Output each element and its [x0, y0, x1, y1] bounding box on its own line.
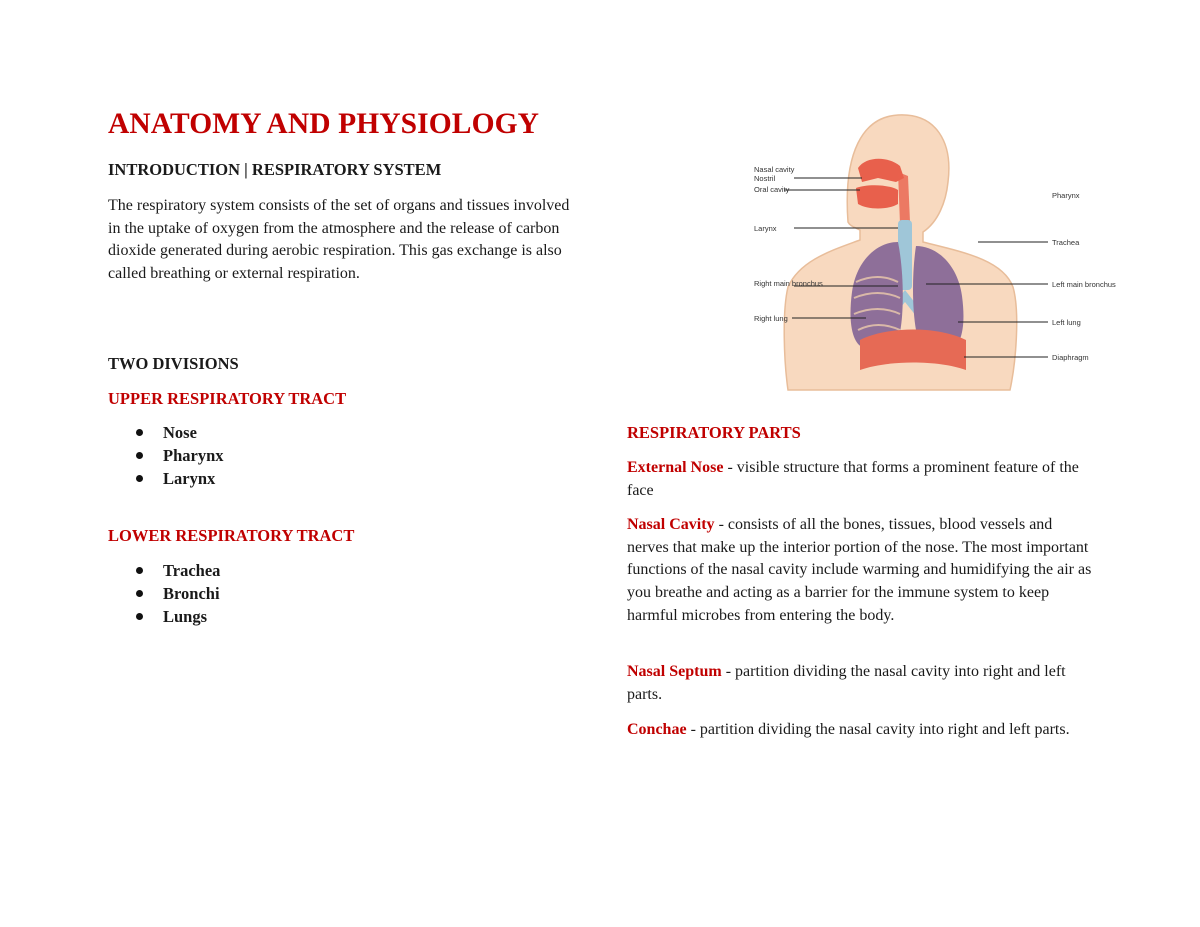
list-item [108, 445, 224, 468]
bullet-icon [136, 452, 143, 459]
diagram-label: Left lung [1052, 318, 1081, 327]
part-term: External Nose [627, 459, 724, 476]
list-item-label: Trachea [163, 561, 221, 580]
list-item [108, 560, 220, 583]
part-definition [627, 661, 1097, 706]
list-item [108, 422, 224, 445]
diagram-label: Nostril [754, 174, 776, 183]
page-title: ANATOMY AND PHYSIOLOGY [108, 108, 540, 140]
part-term: Conchae [627, 721, 687, 738]
lower-tract-heading: LOWER RESPIRATORY TRACT [108, 526, 355, 545]
diagram-label: Trachea [1052, 238, 1080, 247]
upper-tract-list [108, 422, 224, 490]
diagram-label: Larynx [754, 224, 777, 233]
diagram-label: Nasal cavity [754, 165, 795, 174]
upper-tract-heading: UPPER RESPIRATORY TRACT [108, 389, 347, 408]
bullet-icon [136, 475, 143, 482]
lower-tract-list [108, 560, 220, 628]
list-item-label: Pharynx [163, 445, 224, 465]
list-item [108, 606, 220, 629]
diagram-label: Pharynx [1052, 191, 1080, 200]
part-description: - visible structure that forms a prominent feature of the face [627, 459, 1079, 499]
bullet-icon [136, 613, 143, 620]
diagram-label: Right lung [754, 314, 788, 323]
respiratory-system-diagram [748, 112, 1116, 392]
diagram-label: Left main bronchus [1052, 280, 1116, 289]
diagram-label: Right main bronchus [754, 279, 823, 288]
part-description: - consists of all the bones, tissues, blood vessels and nerves that make up the interior portion of the nose. The most important functions of the nasal cavity include warming and humidifying the air as you breathe and acting as a barrier for the immune system to keep harmful microbes from entering the body. [627, 516, 1092, 624]
part-description: - partition dividing the nasal cavity into right and left parts. [627, 663, 1066, 703]
list-item [108, 468, 224, 491]
part-term: Nasal Septum [627, 663, 722, 680]
bullet-icon [136, 590, 143, 597]
list-item-label: Nose [163, 423, 197, 442]
diagram-label: Oral cavity [754, 185, 790, 194]
list-item-label: Larynx [163, 468, 216, 488]
part-definition [627, 514, 1097, 628]
part-description: - partition dividing the nasal cavity into right and left parts. [686, 721, 1070, 738]
divisions-heading: TWO DIVISIONS [108, 354, 239, 373]
list-item-label: Bronchi [163, 583, 220, 603]
intro-paragraph: The respiratory system consists of the set of organs and tissues involved in the uptake of oxygen from the atmosphere and the release of carbon dioxide generated during aerobic respiration. This gas exchange is also called breathing or external respiration. [108, 197, 570, 283]
respiratory-parts-heading: RESPIRATORY PARTS [627, 423, 801, 442]
list-item [108, 583, 220, 606]
part-term: Nasal Cavity [627, 516, 715, 533]
bullet-icon [136, 567, 143, 574]
list-item-label: Lungs [163, 606, 208, 626]
intro-heading: INTRODUCTION | RESPIRATORY SYSTEM [108, 160, 442, 179]
bullet-icon [136, 429, 143, 436]
diagram-label: Diaphragm [1052, 353, 1089, 362]
part-definition [627, 457, 1097, 502]
part-definition [627, 719, 1097, 742]
